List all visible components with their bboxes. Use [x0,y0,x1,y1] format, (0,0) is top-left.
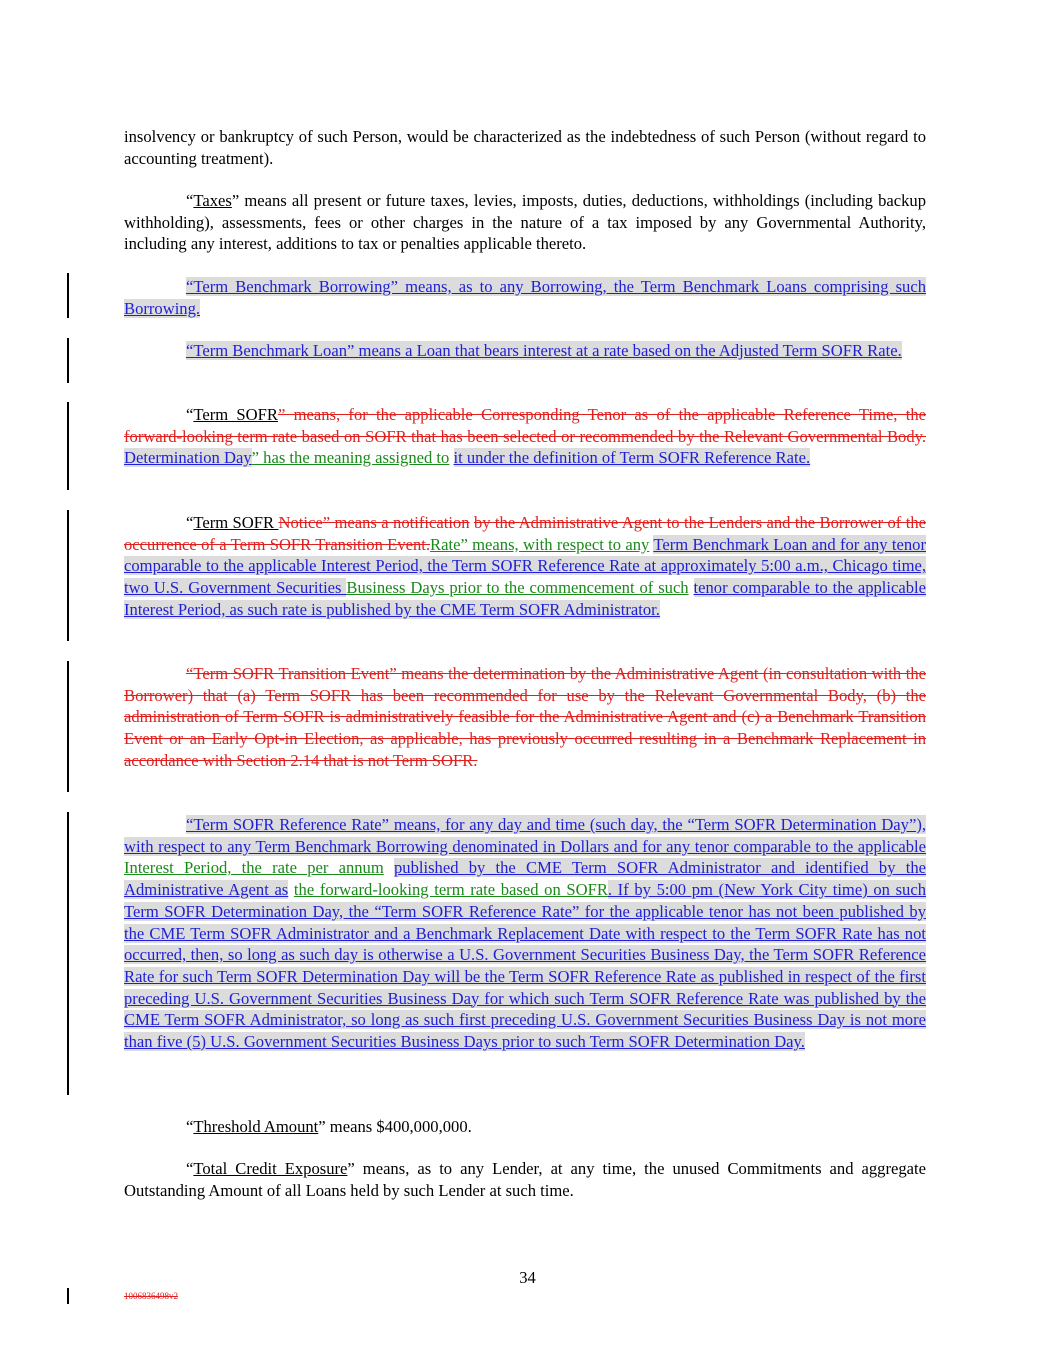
inserted-text: Determination Day [124,448,252,468]
page-number: 34 [519,1268,536,1287]
definition-taxes: “Taxes” means all present or future taxes, levies, imposts, duties, deductions, withholdings (including backup withholding), assessments, fees or other charges in the nature of a tax imposed by any Governmental Authority, including any interest, additions to tax or penalties applicable thereto. [124,191,926,254]
inserted-text: “Term SOFR Reference Rate” means, for any day and time (such day, the “Term SOFR Determination Day”), with respect to any Term Benchmark Borrowing denominated in Dollars and for any tenor comparable to the applicable [124,815,926,856]
defined-term: Term SOFR [193,405,278,424]
inserted-text: “Term Benchmark Loan” means a Loan that bears interest at a rate based on the Adjusted Term SOFR Rate. [186,341,902,360]
deleted-text: ” means a notification [322,513,470,532]
inserted-text: Term Benchmark Loan and for any tenor comparable to the applicable Interest Period, the Term SOFR Reference Rate at approximately 5:00 a.m., Chicago time, two U.S. Government Securities [124,534,926,598]
moved-text: the forward-looking term rate based on SOFR [293,880,608,900]
definition-term-sofr-transition-event [124,663,926,772]
definition-term-sofr-reference-rate [124,814,926,1053]
definition-term-benchmark-borrowing [124,276,926,319]
defined-term: Term SOFR [193,513,279,532]
change-bar [67,338,69,383]
inserted-text: . If by 5:00 pm (New York City time) on such Term SOFR Determination Day, the “Term SOFR Reference Rate” for the applicable tenor has not been published by the CME Term SOFR Administrator and a Benchmark Replacement Date with respect to the Term SOFR Rate has not occurred, then, so long as such day is otherwise a U.S. Government Securities Business Day, the Term SOFR Reference Rate for such Term SOFR Determination Day will be the Term SOFR Reference Rate as published in respect of the first preceding U.S. Government Securities Business Day for which such Term SOFR Reference Rate was published by the CME Term SOFR Administrator, so long as such first preceding U.S. Government Securities Business Day is not more than five (5) U.S. Government Securities Business Days prior to such Term SOFR Determination Day. [124,880,926,1052]
definition-threshold-amount: “Threshold Amount” means $400,000,000. [186,1117,472,1136]
definition-term-sofr-rate: “Term SOFR Notice” means a notification by the Administrative Agent to the Lenders and the Borrower of the occurrence of a Term SOFR Transition Event.Rate” means, with respect to any Term Benchmark Loan and for any tenor comparable to the applicable Interest Period, the Term SOFR Reference Rate at approximately 5:00 a.m., Chicago time, two U.S. Government Securities Business Days prior to the commencement of such tenor comparable to the applicable Interest Period, as such rate is published by the CME Term SOFR Administrator. [124,513,927,619]
definition-term-benchmark-loan [124,340,926,362]
inserted-text: published by the CME Term SOFR Administrator and identified by the Administrative Agent as [124,858,926,900]
change-bar [67,661,69,792]
definition-total-credit-exposure: “Total Credit Exposure” means, as to any Lender, at any time, the unused Commitments and aggregate Outstanding Amount of all Loans held by such Lender at such time. [124,1159,926,1200]
moved-text: Interest Period, the rate per annum [124,858,384,878]
moved-text: ” has the meaning assigned to [251,448,450,468]
defined-term: Threshold Amount [193,1117,319,1136]
inserted-text: “Term Benchmark Borrowing” means, as to any Borrowing, the Term Benchmark Loans comprising such Borrowing. [124,277,926,318]
change-bar [67,402,69,490]
moved-text: Rate” means, with respect to any [430,534,650,554]
deleted-moved-text: by the Administrative Agent to the Lenders and the Borrower of the occurrence of a Term SOFR Transition Event. [124,513,927,554]
deleted-text: that has been selected or recommended by the Relevant Governmental Body. [406,426,926,446]
deleted-text: Notice [278,513,323,532]
deleted-text: ” means, for the applicable Corresponding Tenor as of the applicable Reference Time, the forward-looking term rate based on SOFR [124,405,927,446]
change-bar [67,1288,69,1304]
defined-term: Taxes [193,191,232,210]
deleted-text: ” means the determination by the Administrative Agent (in consultation with the Borrower) that (a) Term SOFR has been recommended for use by the Relevant Governmental Body, (b) the administration of Term SOFR is administratively feasible for the Administrative Agent and (c) a Benchmark Transition Event or an Early Opt-in Election, as applicable, has previously occurred resulting in a Benchmark Replacement in accordance with [124,664,926,770]
document-id: 1006836498v2 [124,1291,178,1301]
change-bar [67,510,69,641]
deleted-text: “Term SOFR Transition Event [186,664,390,683]
inserted-text: it under the definition of Term SOFR Reference Rate. [453,448,811,468]
paragraph-continuation: insolvency or bankruptcy of such Person, would be characterized as the indebtedness of such Person (without regard to accounting treatment). [124,127,926,168]
deleted-section-reference: Section 2.14 [236,750,320,770]
change-bar [67,812,69,1095]
deleted-text: that is not Term SOFR. [319,750,478,770]
moved-text: Business Days prior to the commencement of such [346,578,689,598]
defined-term: Total Credit Exposure [193,1159,348,1178]
definition-term-sofr: “Term SOFR” means, for the applicable Corresponding Tenor as of the applicable Reference Time, the forward-looking term rate based on SOFR that has been selected or recommended by the Relevant Governmental Body. Determination Day” has the meaning assigned to it under the definition of Term SOFR Reference Rate. [124,405,927,468]
change-bar [67,273,69,318]
inserted-text: tenor comparable to the applicable Interest Period, as such rate is published by the CME Term SOFR Administrator. [124,578,927,619]
